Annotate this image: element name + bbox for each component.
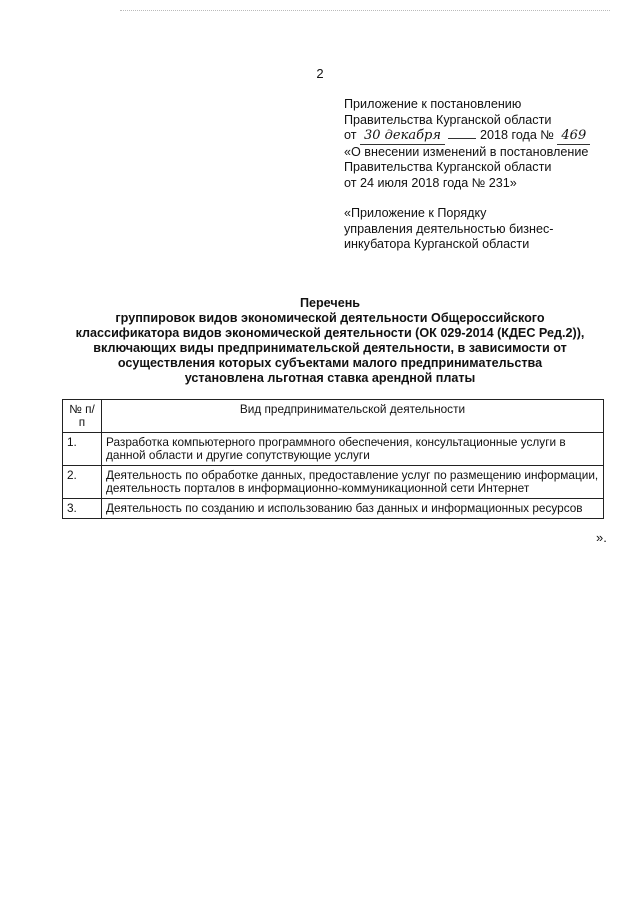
title-line: группировок видов экономической деятельности Общероссийского bbox=[115, 311, 545, 325]
activity-table bbox=[62, 399, 604, 519]
appendix-line: Правительства Курганской области bbox=[344, 112, 552, 127]
appendix-order-block bbox=[344, 206, 614, 253]
handwritten-number: 469 bbox=[557, 128, 590, 145]
appendix-line: Правительства Курганской области bbox=[344, 160, 552, 175]
page-number: 2 bbox=[316, 66, 324, 81]
appendix-line: «О внесении изменений в постановление bbox=[344, 144, 589, 159]
from-label: от bbox=[344, 128, 357, 143]
appendix-line: от 24 июля 2018 года № 231» bbox=[344, 175, 517, 190]
row-text: Разработка компьютерного программного обеспечения, консультационные услуги в данной области и другие сопутствующие услуги bbox=[102, 433, 604, 466]
table-row bbox=[63, 466, 604, 499]
appendix-block bbox=[344, 97, 614, 192]
year-text: 2018 года № bbox=[479, 128, 554, 143]
title-line: Перечень bbox=[299, 296, 361, 310]
row-number: 1. bbox=[63, 433, 102, 466]
table-header-row bbox=[63, 400, 604, 433]
title-line: осуществления которых субъектами малого предпринимательства bbox=[117, 356, 543, 370]
handwritten-date: 30 декабря bbox=[360, 128, 445, 145]
row-number: 2. bbox=[63, 466, 102, 499]
blank-underline bbox=[448, 128, 476, 139]
document-title bbox=[60, 296, 600, 386]
appendix-line: Приложение к постановлению bbox=[344, 97, 522, 111]
closing-quote-mark: ». bbox=[596, 530, 607, 545]
appendix-order-line: управления деятельностью бизнес- bbox=[344, 221, 554, 236]
appendix-date-line bbox=[344, 128, 614, 145]
row-text: Деятельность по обработке данных, предоставление услуг по размещению информации, деятельность порталов в информационно-коммуникационной сети Интернет bbox=[102, 466, 604, 499]
title-line: классификатора видов экономической деятельности (ОК 029-2014 (КДЕС Ред.2)), bbox=[75, 326, 585, 340]
row-text: Деятельность по созданию и использованию баз данных и информационных ресурсов bbox=[102, 499, 604, 519]
table-row bbox=[63, 433, 604, 466]
title-line: включающих виды предпринимательской деятельности, в зависимости от bbox=[93, 341, 567, 355]
scan-edge-line bbox=[120, 10, 610, 11]
header-activity: Вид предпринимательской деятельности bbox=[102, 400, 604, 433]
appendix-order-line: «Приложение к Порядку bbox=[344, 206, 487, 220]
appendix-order-line: инкубатора Курганской области bbox=[344, 237, 530, 252]
row-number: 3. bbox=[63, 499, 102, 519]
table-row bbox=[63, 499, 604, 519]
header-number: № п/п bbox=[63, 400, 102, 433]
title-line: установлена льготная ставка арендной платы bbox=[184, 371, 476, 385]
